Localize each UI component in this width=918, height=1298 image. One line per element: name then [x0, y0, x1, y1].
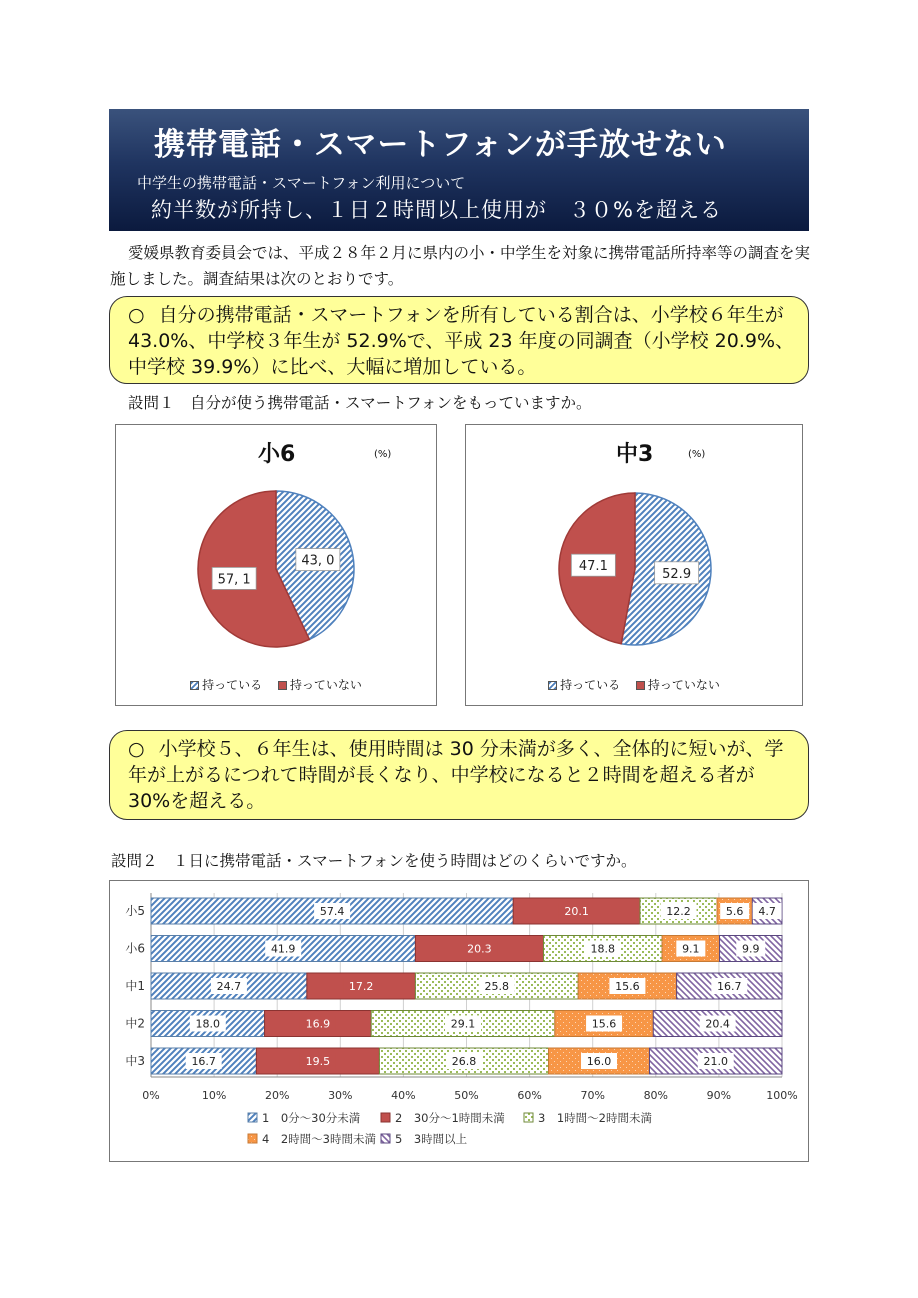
legend-swatch [381, 1113, 390, 1122]
bar-value-label: 4.7 [758, 905, 776, 918]
bar-value-label: 21.0 [703, 1055, 728, 1068]
question-1: 設問１ 自分が使う携帯電話・スマートフォンをもっていますか。 [128, 394, 592, 412]
x-tick-label: 10% [201, 1089, 227, 1102]
legend-swatch [248, 1134, 257, 1143]
bar-value-label: 5.6 [725, 905, 744, 918]
stacked-bar-chart [109, 880, 809, 1162]
circle-mark-icon: ○ [128, 738, 145, 760]
legend-have-swatch [190, 681, 199, 690]
pie-value-label: 43, 0 [301, 553, 335, 569]
bar-value-label: 25.8 [484, 980, 510, 993]
x-tick-label: 30% [328, 1089, 353, 1102]
bar-value-label: 9.1 [682, 942, 700, 956]
circle-mark-icon: ○ [128, 304, 145, 326]
bar-value-label: 12.2 [666, 905, 691, 918]
y-category-label: 中1 [125, 979, 145, 993]
bar-svg [110, 881, 810, 1163]
bar-value-label: 24.7 [216, 980, 242, 993]
summary-callout-2 [109, 730, 809, 820]
title-banner [109, 109, 809, 231]
question-2: 設問２ １日に携帯電話・スマートフォンを使う時間はどのくらいですか。 [111, 852, 637, 870]
legend-label: 3 1時間〜2時間未満 [538, 1111, 652, 1125]
legend-swatch [248, 1113, 257, 1122]
pie-value-label: 52.9 [662, 566, 692, 582]
y-category-label: 小6 [125, 941, 145, 956]
summary-callout-1 [109, 296, 809, 384]
bar-value-label: 20.4 [705, 1017, 730, 1031]
bar-value-label: 17.2 [348, 980, 374, 993]
bar-value-label: 29.1 [450, 1017, 476, 1031]
page-subtitle: 中学生の携帯電話・スマートフォン利用について [137, 174, 466, 192]
pie-chart-elementary6 [115, 424, 437, 706]
pie-value-label: 57, 1 [217, 572, 251, 588]
legend-label: 1 0分〜30分未満 [262, 1111, 361, 1125]
bar-value-label: 15.6 [615, 980, 640, 993]
pie-svg [466, 425, 804, 707]
legend-not-swatch [636, 681, 645, 690]
pie-unit: (%) [688, 449, 706, 460]
bar-value-label: 16.0 [586, 1055, 612, 1068]
y-category-label: 中2 [125, 1016, 145, 1031]
x-tick-label: 70% [580, 1089, 605, 1102]
x-tick-label: 0% [142, 1089, 160, 1102]
bar-value-label: 18.0 [195, 1017, 221, 1031]
bar-value-label: 57.4 [319, 905, 345, 918]
bar-value-label: 26.8 [451, 1055, 477, 1068]
bar-value-label: 18.8 [590, 942, 616, 956]
bar-value-label: 19.5 [305, 1055, 331, 1068]
bar-value-label: 16.7 [191, 1055, 216, 1068]
page-title: 携帯電話・スマートフォンが手放せない [154, 127, 727, 163]
x-tick-label: 100% [766, 1089, 798, 1102]
legend-not-label: 持っていない [647, 678, 720, 692]
summary-text-1: 自分の携帯電話・スマートフォンを所有している割合は、小学校６年生が 43.0%、中学校３年生が 52.9%で、平成 23 年度の同調査（小学校 20.9%、中学校 39.9%）に比べ、大幅に増加している。 [128, 304, 795, 378]
legend-swatch [524, 1113, 533, 1122]
bar-value-label: 20.3 [467, 942, 492, 956]
x-tick-label: 80% [643, 1089, 669, 1102]
pie-legend [466, 676, 802, 693]
x-tick-label: 50% [454, 1089, 479, 1102]
legend-label: 4 2時間〜3時間未満 [262, 1132, 376, 1146]
bar-value-label: 16.7 [717, 980, 742, 993]
bar-value-label: 9.9 [742, 942, 760, 956]
pie-svg [116, 425, 438, 707]
y-category-label: 中3 [125, 1054, 145, 1068]
legend-label: 2 30分〜1時間未満 [395, 1111, 505, 1125]
summary-text-2: 小学校５、６年生は、使用時間は 30 分未満が多く、全体的に短いが、学年が上がるにつれて時間が長くなり、中学校になると２時間を超える者が 30%を超える。 [128, 738, 784, 812]
legend-not-swatch [278, 681, 287, 690]
page-headline: 約半数が所持し、１日２時間以上使用が ３０%を超える [151, 198, 722, 222]
legend-swatch [381, 1134, 390, 1143]
legend-label: 5 3時間以上 [395, 1132, 468, 1146]
pie-unit: (%) [374, 449, 392, 460]
pie-legend [116, 676, 436, 693]
bar-value-label: 16.9 [305, 1017, 331, 1031]
bar-value-label: 41.9 [270, 942, 296, 956]
legend-have-swatch [548, 681, 557, 690]
intro-paragraph: 愛媛県教育委員会では、平成２８年２月に県内の小・中学生を対象に携帯電話所持率等の調査を実施しました。調査結果は次のとおりです。 [110, 244, 811, 288]
x-tick-label: 60% [517, 1089, 542, 1102]
pie-title: 小6 [258, 442, 296, 467]
legend-have-label: 持っている [560, 678, 621, 692]
bar-value-label: 20.1 [564, 905, 589, 918]
x-tick-label: 20% [264, 1089, 290, 1102]
legend-not-label: 持っていない [289, 678, 362, 692]
pie-title: 中3 [616, 442, 654, 467]
y-category-label: 小5 [125, 904, 145, 918]
x-tick-label: 90% [706, 1089, 732, 1102]
bar-value-label: 15.6 [591, 1017, 617, 1031]
legend-have-label: 持っている [202, 678, 263, 692]
pie-chart-junior3 [465, 424, 803, 706]
x-tick-label: 40% [391, 1089, 416, 1102]
pie-value-label: 47.1 [578, 559, 608, 575]
